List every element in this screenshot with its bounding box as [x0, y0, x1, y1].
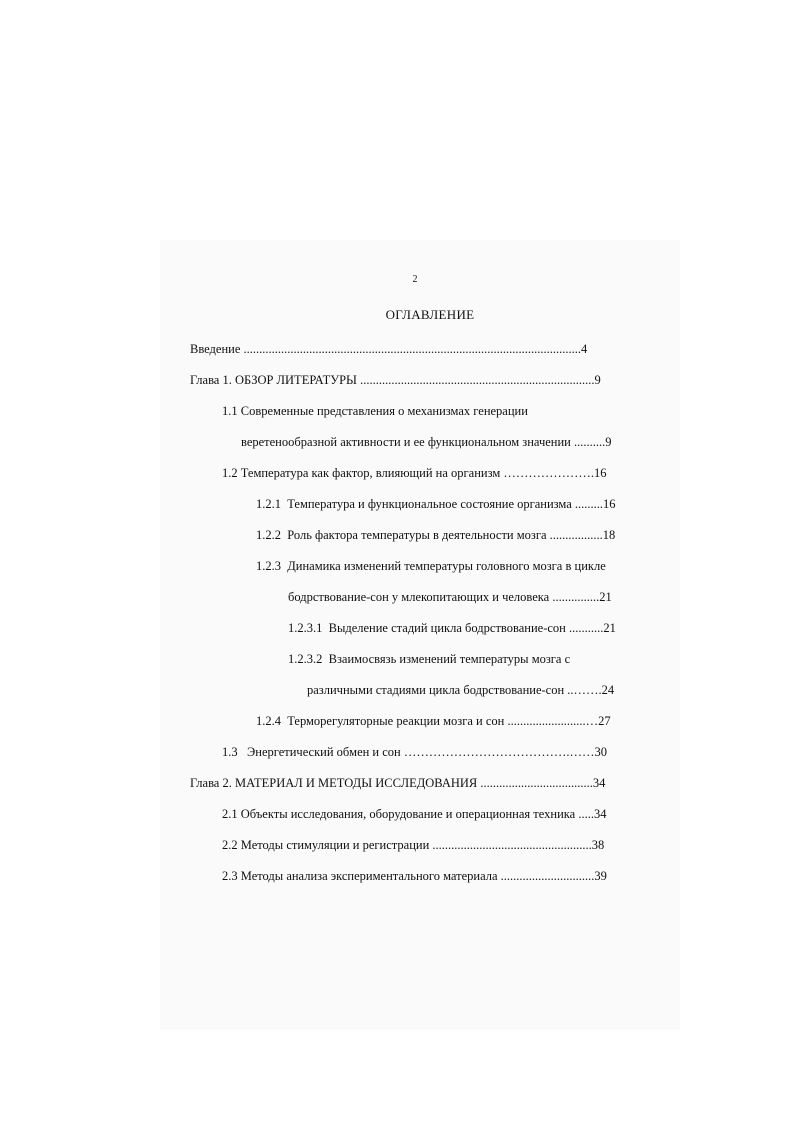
- toc-entry-chapter-1: Глава 1. ОБЗОР ЛИТЕРАТУРЫ ...........................................................................9: [190, 373, 601, 387]
- toc-entry-2-1: 2.1 Объекты исследования, оборудование и операционная техника .....34: [222, 807, 607, 821]
- toc-entry-1-2: 1.2 Температура как фактор, влияющий на организм ………………….16: [222, 466, 607, 480]
- toc-entry-1-3: 1.3 Энергетический обмен и сон ………………………………….……30: [222, 745, 607, 759]
- page-number: 2: [412, 274, 418, 285]
- toc-entry-1-2-2: 1.2.2 Роль фактора температуры в деятельности мозга .................18: [256, 528, 616, 542]
- toc-entry-1-2-4: 1.2.4 Терморегуляторные реакции мозга и сон .........................…27: [256, 714, 611, 728]
- toc-entry-1-1: 1.1 Современные представления о механизмах генерации: [222, 404, 528, 418]
- toc-entry-1-2-1: 1.2.1 Температура и функциональное состояние организма .........16: [256, 497, 616, 511]
- toc-entry-chapter-2: Глава 2. МАТЕРИАЛ И МЕТОДЫ ИССЛЕДОВАНИЯ ....................................34: [190, 776, 606, 790]
- toc-entry-1-2-3-1: 1.2.3.1 Выделение стадий цикла бодрствование-сон ...........21: [288, 621, 616, 635]
- toc-entry-1-2-3-continued: бодрствование-сон у млекопитающих и человека ...............21: [288, 590, 612, 604]
- toc-entry-1-2-3-2-continued: различными стадиями цикла бодрствование-сон ..…….24: [307, 683, 615, 697]
- toc-title: ОГЛАВЛЕНИЕ: [385, 307, 475, 322]
- toc-entry-introduction: Введение ............................................................................................................4: [190, 342, 588, 356]
- toc-entry-1-2-3: 1.2.3 Динамика изменений температуры головного мозга в цикле: [256, 559, 606, 573]
- toc-entry-1-2-3-2: 1.2.3.2 Взаимосвязь изменений температуры мозга с: [288, 652, 571, 666]
- toc-entry-2-2: 2.2 Методы стимуляции и регистрации ...................................................38: [222, 838, 605, 852]
- toc-entry-1-1-continued: веретенообразной активности и ее функциональном значении ..........9: [241, 435, 612, 449]
- toc-entry-2-3: 2.3 Методы анализа экспериментального материала ..............................39: [222, 869, 607, 883]
